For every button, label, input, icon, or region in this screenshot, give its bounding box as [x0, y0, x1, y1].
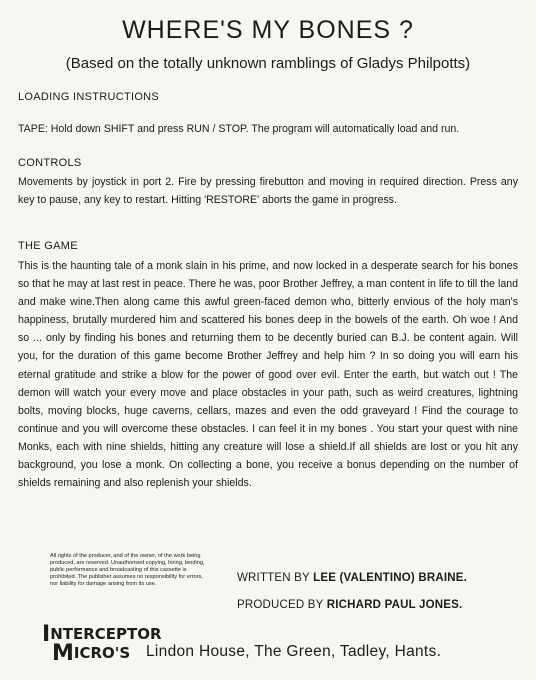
publisher-logo: INTERCEPTOR MICRO'S: [42, 622, 162, 666]
loading-heading: LOADING INSTRUCTIONS: [18, 91, 160, 103]
producer-name: RICHARD PAUL JONES.: [326, 599, 463, 611]
publisher-address: Lindon House, The Green, Tadley, Hants.: [146, 643, 442, 660]
written-by-credit: [237, 572, 467, 584]
page-subtitle: (Based on the totally unknown ramblings of Gladys Philpotts): [65, 55, 471, 72]
written-by-label: WRITTEN BY: [237, 572, 310, 584]
controls-heading: CONTROLS: [18, 157, 82, 169]
produced-by-label: PRODUCED BY: [237, 599, 324, 611]
legal-notice: All rights of the producer, and of the owner, of the work being produced, are reserved. Unauthorised copying, hiring, lending, public performance and broadcasting of this cassette is prohibited. The publisher assumes no responsibility for errors, nor liability for damage arising from its use.: [50, 553, 205, 587]
produced-by-credit: [237, 599, 462, 611]
loading-text: TAPE: Hold down SHIFT and press RUN / STOP. The program will automatically load and run.: [18, 123, 460, 135]
page-title: WHERE'S MY BONES ?: [122, 16, 414, 44]
controls-text: Movements by joystick in port 2. Fire by pressing firebutton and moving in required direction. Press any key to pause, any key to restart. Hitting 'RESTORE' aborts the game in progress.: [18, 176, 518, 207]
game-text: This is the haunting tale of a monk slain in his prime, and now locked in a desperate search for his bones so that he may at last rest in peace. There he was, poor Brother Jeffrey, a man content in life to till the land and make wine.Then along came this awful green-faced demon who, bitterly envious of the holy man's happiness, brutally murdered him and scattered his bones deep in the bowels of the earth. Oh woe ! And so ... only by finding his bones and returning them to be decently buried can B.J. be content again. Will you, for the duration of this game become Brother Jeffrey and help him ? In so doing you will earn his eternal gratitude and strike a blow for the power of good over evil. Enter the earth, but watch out ! The demon will watch your every move and place obstacles in your path, such as weird creatures, lightning bolts, moving blocks, huge caverns, cellars, mazes and even the odd graveyard ! Find the courage to continue and you will overcome these obstacles. I can feel it in my bones . You start your quest with nine Monks, each with nine shields, hitting any creature will lose a shield.If all shields are lost or you hit any background, you lose a monk. On collecting a bone, you receive a bonus depending on the number of shields remaining and also replenish your shields.: [18, 260, 518, 490]
game-heading: THE GAME: [18, 240, 78, 252]
author-name: LEE (VALENTINO) BRAINE.: [313, 572, 468, 584]
